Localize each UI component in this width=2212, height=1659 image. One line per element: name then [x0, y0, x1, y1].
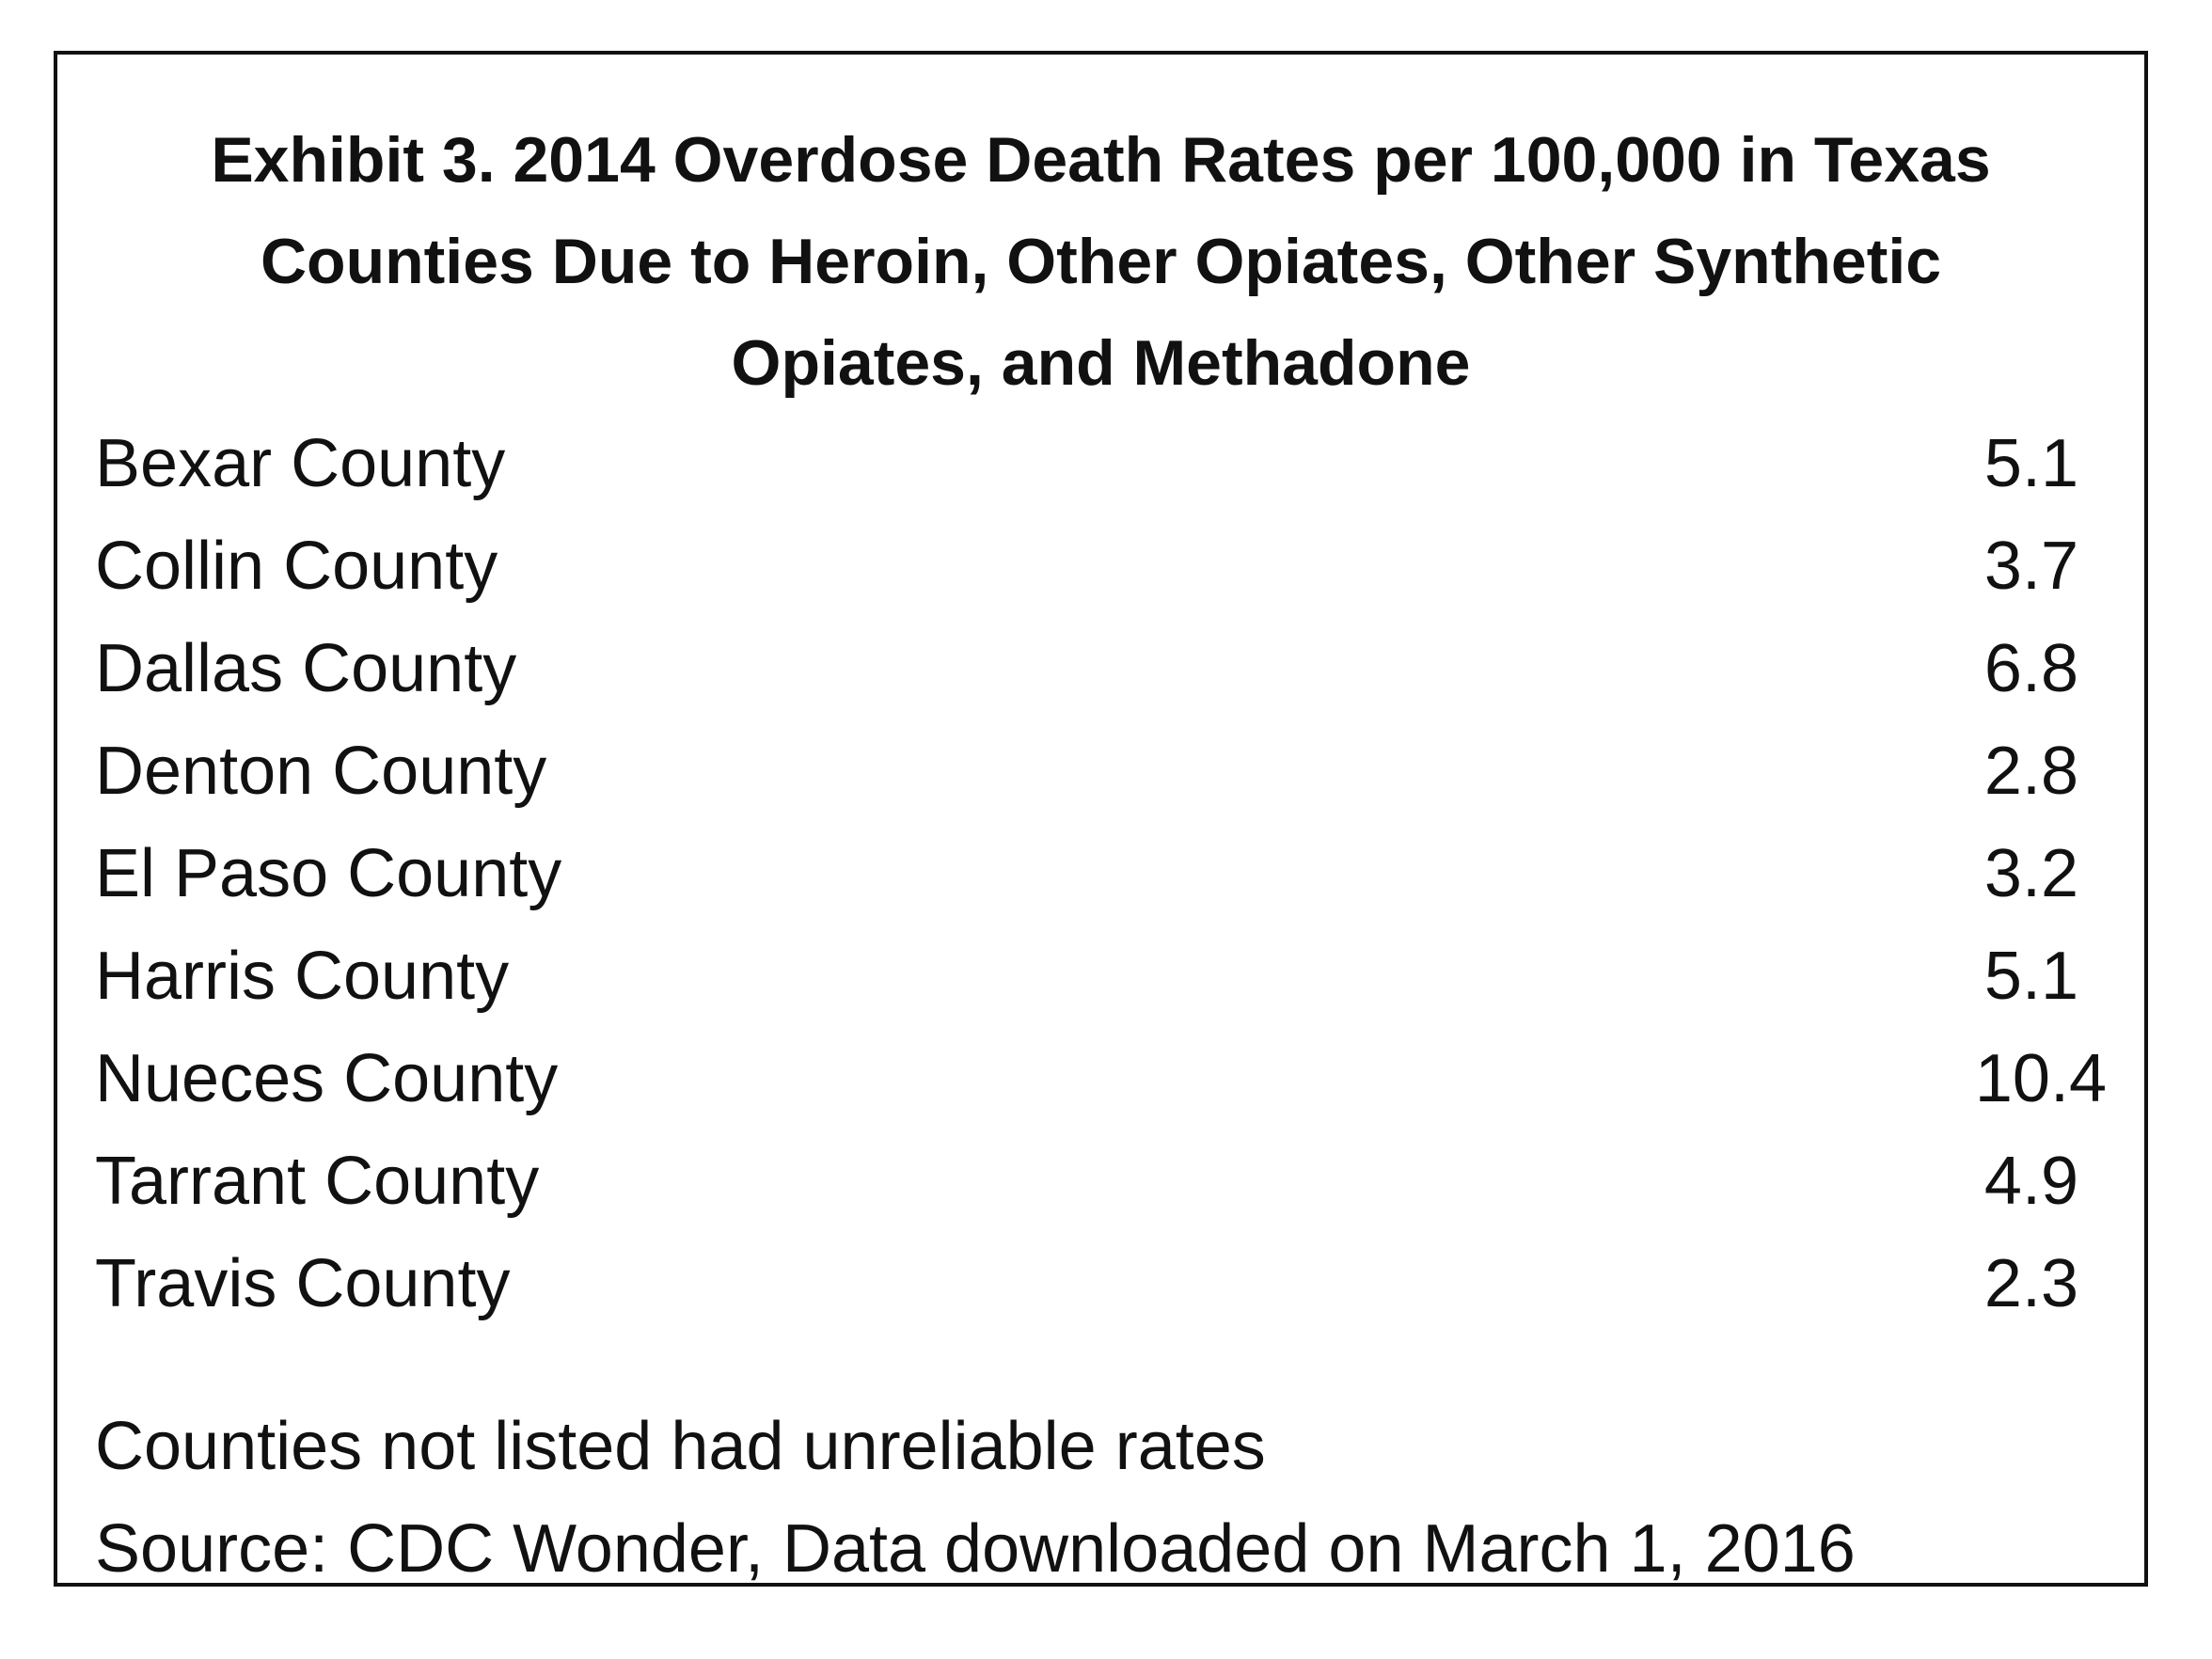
county-rate: 10.4: [1974, 1041, 2107, 1116]
county-name: Collin County: [95, 529, 498, 604]
table-row: [95, 515, 2107, 618]
exhibit-box: [54, 51, 2148, 1587]
exhibit-title: [57, 109, 2144, 414]
county-name: Dallas County: [95, 631, 517, 706]
table-row: [95, 1233, 2107, 1335]
county-name: Travis County: [95, 1246, 511, 1321]
title-line-1: Exhibit 3. 2014 Overdose Death Rates per 100,000 in Texas: [211, 124, 1991, 196]
county-rate: 6.8: [1983, 631, 2078, 706]
county-name: Harris County: [95, 939, 510, 1014]
table-row: [95, 1028, 2107, 1130]
title-line-2: Counties Due to Heroin, Other Opiates, Other Synthetic: [260, 226, 1942, 297]
table-row: [95, 413, 2107, 515]
table-row: [95, 618, 2107, 720]
county-rate: 3.7: [1983, 529, 2078, 604]
table-row: [95, 925, 2107, 1028]
rate-table: [95, 413, 2107, 1335]
county-rate: 4.9: [1983, 1144, 2078, 1219]
county-name: Denton County: [95, 734, 547, 809]
county-name: Bexar County: [95, 426, 506, 501]
county-rate: 2.3: [1983, 1246, 2078, 1321]
table-row: [95, 1130, 2107, 1233]
county-rate: 2.8: [1983, 734, 2078, 809]
county-rate: 5.1: [1983, 939, 2078, 1014]
source-note: Source: CDC Wonder, Data downloaded on March 1, 2016: [95, 1511, 1856, 1587]
county-name: El Paso County: [95, 836, 562, 911]
county-rate: 5.1: [1983, 426, 2078, 501]
county-name: Tarrant County: [95, 1144, 540, 1219]
table-row: [95, 720, 2107, 823]
county-rate: 3.2: [1983, 836, 2078, 911]
county-name: Nueces County: [95, 1041, 559, 1116]
title-line-3: Opiates, and Methadone: [731, 327, 1471, 399]
table-row: [95, 823, 2107, 925]
unreliable-note: Counties not listed had unreliable rates: [95, 1409, 1266, 1484]
